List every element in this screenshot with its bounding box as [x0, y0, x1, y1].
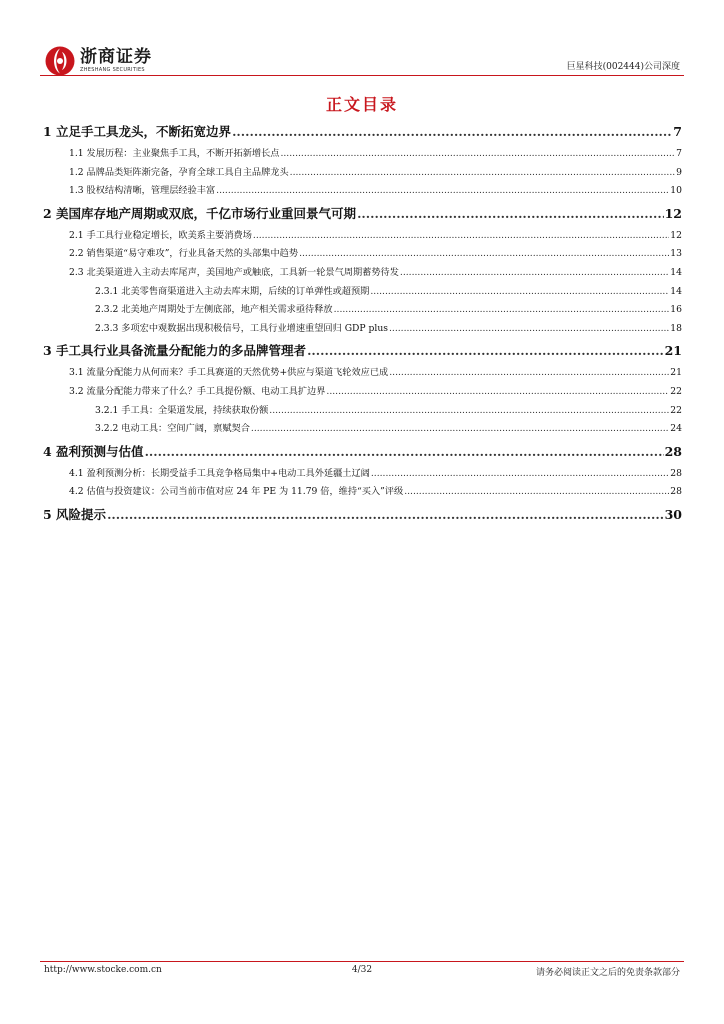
toc-entry-page: 22	[670, 385, 682, 397]
toc-entry-page: 21	[664, 343, 682, 359]
toc-entry-page: 14	[670, 285, 682, 297]
toc-entry[interactable]	[43, 182, 682, 201]
toc-entry[interactable]	[43, 320, 682, 339]
header-divider	[40, 75, 684, 76]
toc-entry-label: 3.2.1 手工具：全渠道发展，持续获取份额	[95, 404, 269, 416]
toc-leader-dots	[389, 320, 669, 339]
toc-entry-page: 7	[673, 124, 682, 139]
toc-entry[interactable]	[43, 483, 682, 502]
zheshang-logo-icon	[44, 45, 76, 77]
toc-entry[interactable]	[43, 439, 682, 465]
toc-leader-dots	[269, 402, 669, 421]
toc-leader-dots	[326, 383, 669, 402]
toc-entry[interactable]	[43, 201, 682, 227]
toc-entry[interactable]	[43, 364, 682, 383]
toc-entry-page: 10	[670, 185, 682, 197]
toc-entry-page: 12	[670, 229, 682, 241]
toc-entry-page: 18	[670, 322, 682, 334]
toc-entry[interactable]	[43, 119, 682, 145]
toc-entry-page: 28	[670, 486, 682, 498]
toc-entry-page: 22	[670, 404, 682, 416]
toc-entry-label: 2 美国库存地产周期或双底，千亿市场行业重回景气可期	[43, 205, 357, 221]
toc-entry-label: 1.3 股权结构清晰，管理层经验丰富	[69, 185, 216, 197]
toc-entry[interactable]	[43, 420, 682, 439]
website-link[interactable]: http://www.stocke.com.cn	[44, 965, 162, 975]
toc-entry[interactable]	[43, 301, 682, 320]
toc-leader-dots	[216, 182, 669, 201]
toc-entry-label: 1.2 品牌品类矩阵渐完备，孕育全球工具自主品牌龙头	[69, 166, 289, 178]
document-reference: 巨星科技(002444)公司深度	[566, 62, 680, 72]
toc-entry[interactable]	[43, 502, 682, 528]
page-number: 4/32	[351, 965, 373, 975]
brand-logo	[44, 45, 152, 77]
toc-entry-label: 2.3 北美渠道进入主动去库尾声，美国地产或触底，工具新一轮景气周期蓄势待发	[69, 266, 399, 278]
toc-entry-label: 3 手工具行业具备流量分配能力的多品牌管理者	[43, 343, 307, 359]
toc-entry-page: 28	[664, 443, 682, 459]
toc-entry-page: 30	[664, 506, 682, 522]
brand-name-cn: 浙商证券	[80, 47, 152, 67]
toc-entry[interactable]	[43, 164, 682, 183]
toc-leader-dots	[290, 164, 675, 183]
disclaimer-note: 请务必阅读正文之后的免责条款部分	[535, 968, 680, 978]
toc-entry-page: 21	[670, 367, 682, 379]
toc-leader-dots	[280, 145, 675, 164]
toc-entry[interactable]	[43, 227, 682, 246]
toc-entry-page: 9	[676, 166, 682, 178]
toc-leader-dots	[400, 264, 669, 283]
toc-entry[interactable]	[43, 264, 682, 283]
toc-leader-dots	[232, 119, 672, 145]
toc-entry-page: 7	[676, 148, 682, 159]
toc-leader-dots	[107, 502, 664, 528]
toc-entry-page: 12	[664, 205, 682, 221]
toc-leader-dots	[253, 227, 669, 246]
table-of-contents	[43, 119, 682, 528]
toc-entry-page: 24	[670, 423, 682, 435]
toc-entry-label: 4 盈利预测与估值	[43, 443, 144, 459]
toc-entry-label: 3.1 流量分配能力从何而来？手工具赛道的天然优势+供应与渠道飞轮效应已成	[69, 367, 389, 379]
toc-leader-dots	[371, 465, 669, 484]
toc-entry-label: 1 立足手工具龙头，不断拓宽边界	[43, 124, 232, 139]
toc-entry-label: 1.1 发展历程：主业聚焦手工具，不断开拓新增长点	[69, 148, 280, 159]
toc-entry-page: 13	[670, 248, 682, 260]
toc-leader-dots	[251, 420, 669, 439]
toc-entry[interactable]	[43, 245, 682, 264]
toc-leader-dots	[145, 439, 664, 465]
toc-entry-label: 5 风险提示	[43, 506, 107, 522]
toc-entry[interactable]	[43, 465, 682, 484]
toc-entry[interactable]	[43, 383, 682, 402]
toc-entry-label: 2.2 销售渠道“易守难攻”，行业具备天然的头部集中趋势	[69, 248, 299, 260]
brand-name-en: ZHESHANG SECURITIES	[80, 67, 145, 73]
toc-leader-dots	[299, 245, 669, 264]
toc-entry[interactable]	[43, 338, 682, 364]
toc-leader-dots	[357, 201, 664, 227]
toc-entry[interactable]	[43, 145, 682, 164]
footer-divider	[40, 961, 684, 962]
toc-entry[interactable]	[43, 402, 682, 421]
toc-entry-label: 4.2 估值与投资建议：公司当前市值对应 24 年 PE 为 11.79 倍，维持“买入”评级	[69, 486, 404, 498]
toc-entry-page: 14	[670, 266, 682, 278]
toc-entry-label: 2.1 手工具行业稳定增长，欧美系主要消费场	[69, 229, 252, 241]
toc-title: 正文目录	[325, 95, 398, 114]
toc-entry[interactable]	[43, 283, 682, 302]
toc-leader-dots	[389, 364, 669, 383]
toc-leader-dots	[370, 283, 669, 302]
toc-entry-page: 28	[670, 467, 682, 479]
toc-entry-label: 2.3.1 北美零售商渠道进入主动去库末期，后续的订单弹性或超预期	[95, 285, 370, 297]
page-header	[40, 40, 684, 76]
toc-entry-label: 3.2 流量分配能力带来了什么？手工具提份额、电动工具扩边界	[69, 385, 326, 397]
toc-entry-label: 2.3.2 北美地产周期处于左侧底部，地产相关需求亟待释放	[95, 304, 333, 316]
toc-entry-page: 16	[670, 304, 682, 316]
toc-entry-label: 4.1 盈利预测分析：长期受益手工具竞争格局集中+电动工具外延疆土辽阔	[69, 467, 370, 479]
toc-leader-dots	[307, 338, 664, 364]
toc-leader-dots	[334, 301, 670, 320]
toc-leader-dots	[404, 483, 669, 502]
toc-entry-label: 3.2.2 电动工具：空间广阔，禀赋契合	[95, 423, 250, 435]
toc-entry-label: 2.3.3 多项宏中观数据出现积极信号，工具行业增速重望回归 GDP plus	[95, 322, 388, 334]
